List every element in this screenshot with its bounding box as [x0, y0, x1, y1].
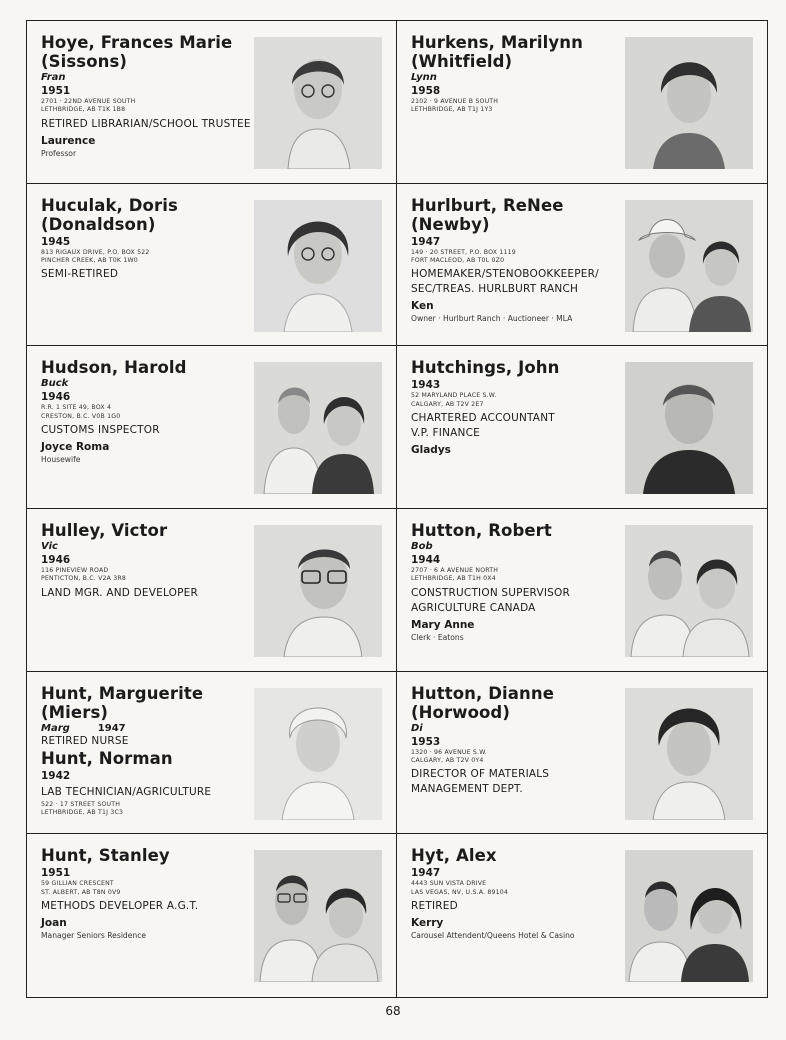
entry-spouse-occupation: Manager Seniors Residence [41, 931, 147, 941]
entry-nickname: Bob [411, 541, 433, 552]
entry-nickname: Buck [41, 378, 69, 390]
entry-name: Hulley, Victor [41, 521, 168, 540]
entry-name: Hurlburt, ReNee [411, 195, 564, 215]
entry-second-occupation: LAB TECHNICIAN/AGRICULTURE [41, 785, 212, 798]
portrait-photo [254, 37, 382, 169]
entry-address-line2: LETHBRIDGE, AB T1J 3C3 [41, 809, 124, 817]
entry-year: 1945 [41, 235, 71, 248]
entry-year: 1947 [411, 235, 441, 248]
entry-address-line2: LETHBRIDGE, AB T1J 1Y3 [411, 106, 493, 114]
entry-occupation: CUSTOMS INSPECTOR [41, 424, 160, 437]
portrait-photo [254, 525, 382, 657]
entry-nickname: Vic [41, 541, 58, 552]
entry-address-line1: 2701 · 22ND AVENUE SOUTH [41, 98, 136, 105]
entry-nickname-year-line [41, 723, 271, 734]
directory-grid [26, 20, 768, 998]
entry-occupation: HOMEMAKER/STENOBOOKKEEPER/ [411, 268, 599, 281]
entry-spouse-occupation: Clerk · Eatons [411, 632, 464, 642]
portrait-photo [625, 37, 753, 169]
entry-address-line2: LETHBRIDGE, AB T1K 1B8 [41, 106, 126, 114]
couple-photo [625, 200, 753, 332]
entry-hurlburt [397, 184, 767, 347]
entry-address-line1: 59 GILLIAN CRESCENT [41, 880, 114, 888]
entry-name: Hunt, Stanley [41, 846, 170, 866]
entry-hyt [397, 834, 767, 997]
entry-occupation: METHODS DEVELOPER A.G.T. [41, 900, 199, 913]
entry-occupation: CHARTERED ACCOUNTANT [411, 412, 555, 425]
portrait-photo [254, 200, 382, 332]
entry-address-line2: LAS VEGAS, NV, U.S.A. 89104 [411, 888, 509, 896]
entry-second-name: Hunt, Norman [41, 748, 173, 768]
entry-address-line2: LETHBRIDGE, AB T1H 0X4 [411, 575, 496, 583]
portrait-photo [625, 362, 753, 494]
entry-hudson [27, 346, 397, 509]
entry-occupation: DIRECTOR OF MATERIALS [411, 768, 550, 781]
entry-address-line2: CALGARY, AB T2V 0Y4 [411, 757, 484, 765]
entry-occupation: RETIRED [411, 900, 458, 913]
entry-address-line1: 2102 · 9 AVENUE B SOUTH [411, 98, 499, 105]
entry-huculak [27, 184, 397, 347]
entry-nickname: Di [411, 722, 423, 734]
portrait-photo [625, 688, 753, 820]
entry-spouse: Laurence [41, 134, 96, 147]
entry-maiden-name: (Sissons) [41, 52, 128, 71]
entry-spouse-occupation: Owner · Hurlburt Ranch · Auctioneer · MLA [411, 314, 573, 324]
entry-year: 1947 [97, 722, 126, 734]
couple-photo [254, 850, 382, 982]
entry-address-line1: 522 · 17 STREET SOUTH [41, 800, 121, 808]
entry-address-line2: FORT MACLEOD, AB T0L 0Z0 [411, 257, 505, 265]
entry-maiden-name: (Whitfield) [411, 52, 513, 71]
entry-address-line2: ST. ALBERT, AB T8N 0V9 [41, 888, 121, 896]
entry-hunt-marguerite-norman [27, 672, 397, 835]
entry-occupation: CONSTRUCTION SUPERVISOR [411, 586, 570, 599]
entry-name: Hyt, Alex [411, 846, 497, 866]
entry-year: 1953 [411, 735, 441, 748]
entry-hunt-stanley [27, 834, 397, 997]
entry-address-line2: PENTICTON, B.C. V2A 3R8 [41, 575, 127, 583]
entry-occupation-line2: V.P. FINANCE [411, 427, 480, 440]
entry-name: Hoye, Frances Marie [41, 33, 233, 52]
entry-spouse-occupation: Carousel Attendent/Queens Hotel & Casino [411, 931, 575, 941]
entry-year: 1958 [411, 85, 441, 97]
entry-occupation: RETIRED LIBRARIAN/SCHOOL TRUSTEE [41, 117, 251, 130]
entry-occupation: RETIRED NURSE [41, 734, 129, 747]
entry-year: 1951 [41, 85, 71, 97]
entry-nickname: Fran [41, 72, 66, 83]
entry-occupation: LAND MGR. AND DEVELOPER [41, 586, 198, 599]
entry-maiden-name: (Newby) [411, 214, 490, 234]
entry-occupation: SEMI-RETIRED [41, 268, 119, 281]
entry-spouse: Mary Anne [411, 618, 475, 631]
entry-occupation-line2: MANAGEMENT DEPT. [411, 783, 523, 796]
entry-name: Hutchings, John [411, 358, 560, 378]
entry-hoye [27, 21, 397, 184]
entry-hulley [27, 509, 397, 672]
couple-photo [625, 850, 753, 982]
entry-address-line1: 4443 SUN VISTA DRIVE [411, 880, 487, 888]
entry-spouse-occupation: Professor [41, 148, 77, 158]
entry-name: Hutton, Dianne [411, 683, 554, 703]
entry-occupation-line2: SEC/TREAS. HURLBURT RANCH [411, 283, 579, 296]
entry-spouse: Joan [41, 917, 67, 930]
entry-address-line1: 52 MARYLAND PLACE S.W. [411, 392, 497, 400]
entry-year: 1946 [41, 554, 71, 566]
entry-name: Hudson, Harold [41, 358, 187, 378]
entry-name: Hurkens, Marilynn [411, 33, 583, 52]
entry-address-line2: PINCHER CREEK, AB T0K 1W0 [41, 257, 138, 265]
entry-maiden-name: (Horwood) [411, 702, 510, 722]
entry-year: 1951 [41, 867, 71, 880]
entry-spouse: Joyce Roma [41, 441, 110, 454]
entry-occupation-line2: AGRICULTURE CANADA [411, 601, 536, 614]
entry-address-line1: 2707 · 6 A AVENUE NORTH [411, 567, 499, 574]
portrait-photo [254, 688, 382, 820]
entry-address-line2: CALGARY, AB T2V 2E7 [411, 400, 484, 408]
entry-address-line1: 116 PINEVIEW ROAD [41, 567, 109, 574]
entry-address-line2: CRESTON, B.C. V0B 1G0 [41, 412, 121, 420]
entry-spouse: Kerry [411, 917, 444, 930]
entry-address-line1: 1320 · 96 AVENUE S.W. [411, 748, 487, 756]
entry-name: Hutton, Robert [411, 521, 552, 540]
entry-year: 1946 [41, 391, 71, 404]
entry-hutton-dianne [397, 672, 767, 835]
entry-spouse-occupation: Housewife [41, 455, 81, 465]
entry-maiden-name: (Donaldson) [41, 214, 156, 234]
entry-address-line1: R.R. 1 SITE 49, BOX 4 [41, 404, 112, 412]
couple-photo [625, 525, 753, 657]
entry-hutchings [397, 346, 767, 509]
entry-name: Huculak, Doris [41, 195, 178, 215]
entry-hurkens [397, 21, 767, 184]
couple-photo [254, 362, 382, 494]
entry-address-line1: 149 · 20 STREET, P.O. BOX 1119 [411, 248, 516, 256]
entry-maiden-name: (Miers) [41, 702, 109, 722]
page-number: 68 [385, 1004, 401, 1018]
entry-year: 1943 [411, 379, 441, 392]
entry-year: 1944 [411, 554, 441, 566]
entry-year: 1947 [411, 867, 441, 880]
entry-second-year: 1942 [41, 769, 71, 782]
entry-address-line1: 813 RIGAUX DRIVE, P.O. BOX 522 [41, 248, 150, 256]
entry-nickname: Marg [41, 722, 70, 734]
entry-spouse: Ken [411, 300, 434, 313]
entry-name: Hunt, Marguerite [41, 683, 204, 703]
entry-nickname: Lynn [411, 72, 437, 83]
entry-hutton-robert [397, 509, 767, 672]
entry-spouse: Gladys [411, 444, 451, 457]
